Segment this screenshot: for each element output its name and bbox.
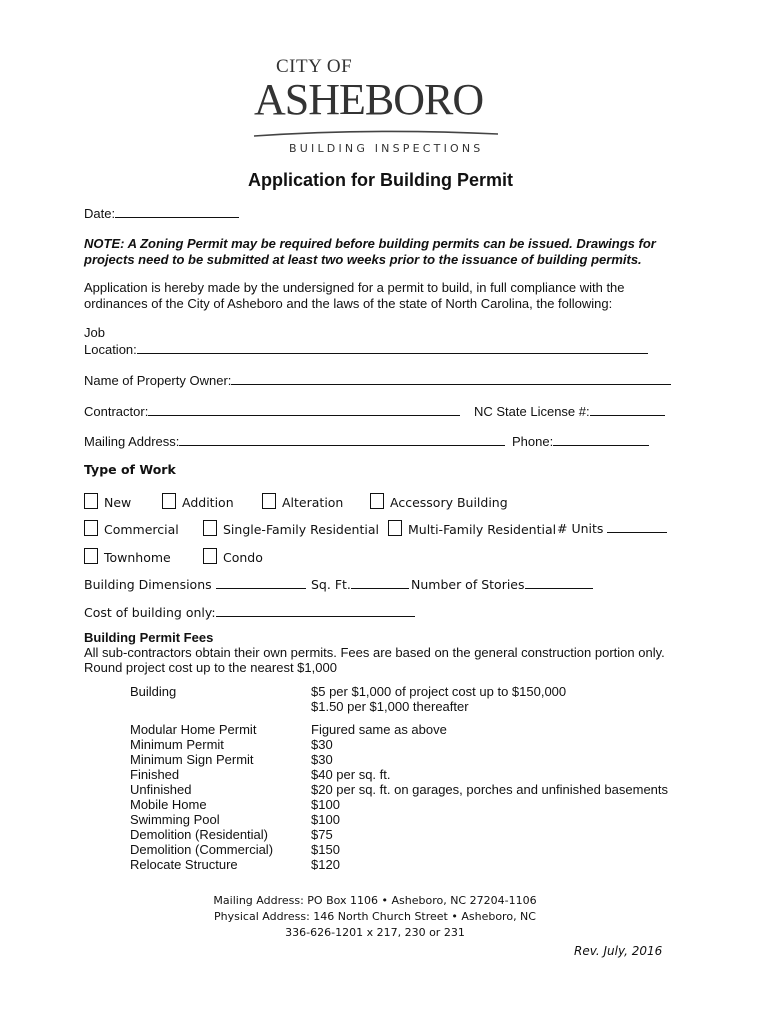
fee-label: Demolition (Residential) [130,827,268,842]
logo-department: BUILDING INSPECTIONS [289,142,484,155]
fee-value: $150 [311,842,340,857]
license-field[interactable] [590,403,665,416]
fee-row [130,812,690,827]
building-dimensions-field[interactable] [216,576,306,589]
fee-row [130,842,690,857]
zoning-note: NOTE: A Zoning Permit may be required before building permits can be issued. Drawings for projects need to be submitted at least two weeks prior to the issuance of building permits. [84,236,656,267]
work-new[interactable] [84,493,131,510]
stories-label: Number of Stories [411,577,525,592]
fee-label: Unfinished [130,782,192,797]
phone-field[interactable] [553,433,649,446]
owner-field[interactable] [231,372,671,385]
fee-value: $30 [311,752,333,767]
stories-row [411,576,593,592]
fee-table [130,722,690,872]
page-title: Application for Building Permit [248,170,513,190]
fee-row [130,752,690,767]
building-dimensions-row [84,576,306,592]
cost-label: Cost of building only: [84,605,216,620]
alteration-checkbox[interactable] [262,493,276,509]
condo-label: Condo [223,550,263,565]
work-accessory[interactable] [370,493,508,510]
accessory-label: Accessory Building [390,495,508,510]
date-row [84,205,239,221]
single-family-checkbox[interactable] [203,520,217,536]
new-label: New [104,495,132,510]
fee-value: $30 [311,737,333,752]
units-row [557,520,667,536]
work-condo[interactable] [203,548,263,565]
fee-label: Relocate Structure [130,857,238,872]
license-label: NC State License #: [474,404,590,419]
fee-value: $100 [311,797,340,812]
logo-swoosh [252,126,502,140]
fee-building-label: Building [130,684,177,699]
owner-label: Name of Property Owner: [84,373,232,388]
fee-value: $40 per sq. ft. [311,767,391,782]
single-family-label: Single-Family Residential [223,522,379,537]
mailing-field[interactable] [179,433,505,446]
townhome-label: Townhome [104,550,171,565]
building-dimensions-label: Building Dimensions [84,577,212,592]
revision-date: Rev. July, 2016 [574,944,663,958]
cost-field[interactable] [216,604,415,617]
addition-checkbox[interactable] [162,493,176,509]
sq-ft-row [311,576,409,592]
fees-line1: All sub-contractors obtain their own permits. Fees are based on the general construction portion only. [84,645,665,660]
fee-row [130,827,690,842]
location-field[interactable] [137,341,648,354]
work-single-family[interactable] [203,520,379,537]
cost-row [84,604,415,620]
units-field[interactable] [607,520,667,533]
location-row [84,341,648,357]
contractor-label: Contractor: [84,404,149,419]
footer-phone: 336-626-1201 x 217, 230 or 231 [285,926,465,939]
sq-ft-label: Sq. Ft. [311,577,351,592]
addition-label: Addition [182,495,234,510]
work-alteration[interactable] [262,493,343,510]
sq-ft-field[interactable] [351,576,409,589]
fee-building-value-2: $1.50 per $1,000 thereafter [311,699,469,714]
new-checkbox[interactable] [84,493,98,509]
fee-value: Figured same as above [311,722,447,737]
fee-label: Demolition (Commercial) [130,842,274,857]
location-label: Location: [84,342,137,357]
multi-family-checkbox[interactable] [388,520,402,536]
logo-name: ASHEBORO [254,75,484,124]
job-label: Job [84,325,105,340]
fee-row [130,797,690,812]
logo-city-of: CITY OF [276,56,353,77]
fee-label: Modular Home Permit [130,722,257,737]
work-addition[interactable] [162,493,234,510]
work-multi-family[interactable] [388,520,556,537]
logo [252,52,512,162]
date-label: Date: [84,206,116,221]
accessory-checkbox[interactable] [370,493,384,509]
stories-field[interactable] [525,576,593,589]
fee-value: $75 [311,827,333,842]
fee-building-value-1: $5 per $1,000 of project cost up to $150,000 [311,684,567,699]
fee-label: Minimum Sign Permit [130,752,254,767]
fee-row [130,722,690,737]
phone-row [512,433,649,449]
footer-physical: Physical Address: 146 North Church Street • Asheboro, NC [214,910,536,923]
intro-paragraph: Application is hereby made by the undersigned for a permit to build, in full compliance with the ordinances of the City of Asheboro and the laws of the state of North Carolina, the following: [84,280,625,311]
fees-line2: Round project cost up to the nearest $1,000 [84,660,337,675]
fee-label: Swimming Pool [130,812,220,827]
contractor-row [84,403,460,419]
commercial-checkbox[interactable] [84,520,98,536]
license-row [474,403,665,419]
date-field[interactable] [115,205,239,218]
townhome-checkbox[interactable] [84,548,98,564]
fee-value: $20 per sq. ft. on garages, porches and unfinished basements [311,782,669,797]
footer-address [185,893,565,941]
units-label: # Units [557,521,604,536]
fee-row [130,857,690,872]
fee-label: Mobile Home [130,797,207,812]
fee-value: $100 [311,812,340,827]
type-of-work-heading: Type of Work [84,462,176,477]
fee-value: $120 [311,857,340,872]
commercial-label: Commercial [104,522,179,537]
owner-row [84,372,671,388]
condo-checkbox[interactable] [203,548,217,564]
work-commercial[interactable] [84,520,179,537]
fee-row [130,767,690,782]
work-townhome[interactable] [84,548,171,565]
alteration-label: Alteration [282,495,344,510]
fee-row [130,737,690,752]
fee-label: Finished [130,767,180,782]
contractor-field[interactable] [148,403,460,416]
multi-family-label: Multi-Family Residential [408,522,557,537]
phone-label: Phone: [512,434,554,449]
fee-row [130,782,690,797]
fee-label: Minimum Permit [130,737,224,752]
mailing-row [84,433,505,449]
fees-heading: Building Permit Fees [84,630,214,645]
footer-mailing: Mailing Address: PO Box 1106 • Asheboro, NC 27204-1106 [213,894,537,907]
mailing-label: Mailing Address: [84,434,180,449]
